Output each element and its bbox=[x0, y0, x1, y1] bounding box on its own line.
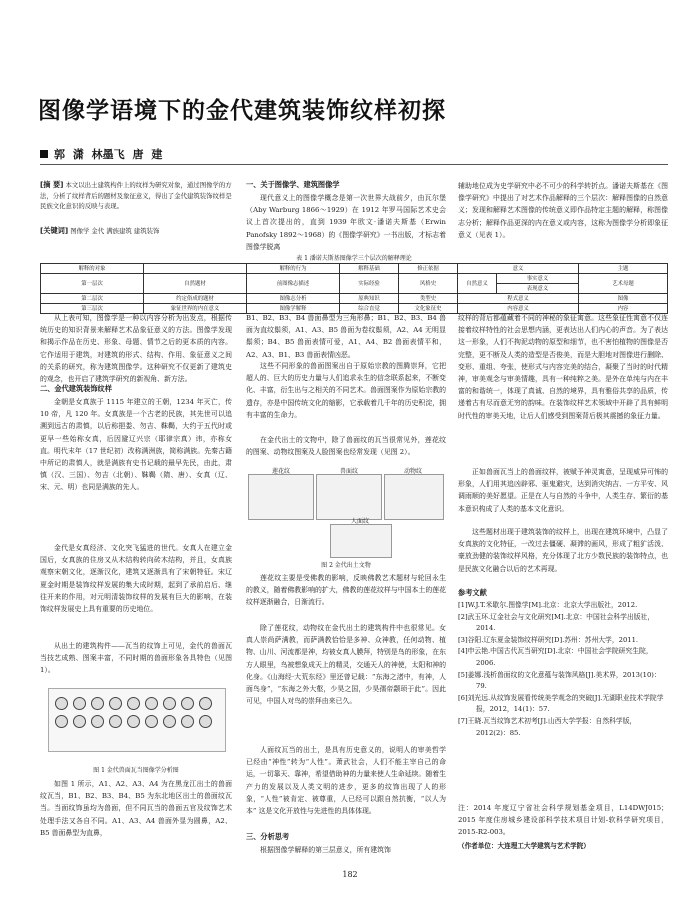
table-header-cell bbox=[144, 264, 247, 274]
section1-paragraph: 现代意义上的图像学概念是第一次世界大战前夕，由瓦尔堡（Aby Warburg 1866～1929）在 1912 年罗马国际艺术史会议上首次提出的，直到 1939 年欧文·潘诺夫斯基（Erwin Panofsky 1892～1968）的《图像学研究》一书出版，才标志着图像学脱离 bbox=[246, 194, 446, 251]
table-cell: 原典知识 bbox=[340, 294, 399, 304]
roof-tile-image bbox=[181, 697, 194, 710]
col1-paragraph-2: 金朝是女真族于 1115 年建立的王朝，1234 年灭亡，传 10 帝，凡 120 年。女真族是一个古老的民族，其先世可以追溯到远古的肃慎，以后称挹娄、勿吉、靺鞨，大约于五代时或更早一些始称女真，后因避辽兴宗（耶律宗真）讳，亦称女直。明代末年（17 世纪初）改称满洲族，简称满族。先秦古籍中所记的肃慎人，就是满族有史书记载的最早先民，由此，肃慎（汉、三国）、勿吉（北朝）、靺鞨（隋、唐）、女真（辽、宋、元、明）也同是满族的先人。 bbox=[40, 398, 232, 492]
col1-paragraph-5: 如图 1 所示，A1、A2、A3、A4 为在黑龙江出土的兽面纹瓦当，B1、B2、B3、B4、B5 为东北地区出土的兽面纹瓦当。当面纹饰虽均为兽面，但不同瓦当的兽面五官及纹饰艺术处理手法又各自不同。A1、A3、A4 兽面外显为圆鼻，A2、B5 兽面鼻型为直鼻， bbox=[40, 780, 232, 837]
keywords bbox=[40, 226, 232, 237]
col1-paragraph-3: 金代是女真经济、文化突飞猛进的世代。女真人在建立金国后，女真族的住房又从木结构转向砖木结构，并且，女真族观察宋朝文化，逐渐汉化，建筑又逐渐具有了宋朝特征。宋辽夏金时期是装饰纹样发展的集大成时期，起到了承前启后、继往开来的作用，对元明清装饰纹样的发展有巨大的影响，在装饰纹样发展史上具有重要的历史地位。 bbox=[40, 544, 232, 614]
col2-paragraph-5: 除了莲花纹，动物纹在金代出土的建筑构件中也很常见。女真人崇尚萨满教，而萨满教恰恰是多神、众神教，任何动物、植物、山川、河流都是神，均被女真人膜拜，特别是鸟的形象，在东方人眼里，鸟被想象成天上的精灵，交通天人的神使，太阳和神的化身。《山海经·大荒东经》里还曾记载：“东海之渚中，有神，人面鸟身”，“东海之外大壑，少昊之国，少昊孺帝颛顼于此”。因此可见，中国人对鸟的崇拜由来已久。 bbox=[246, 624, 446, 706]
table-cell: 图像志分析 bbox=[247, 294, 340, 304]
table-header-cell: 解释的对象 bbox=[41, 264, 144, 274]
table-cell: 表现意义 bbox=[497, 284, 579, 294]
roof-tile-image bbox=[91, 697, 104, 710]
header-rule bbox=[40, 164, 668, 165]
abstract-text: 本文以出土建筑构件上的纹样为研究对象，通过图像学的方法，分析了纹样背后的题材及象征意义，得出了金代建筑装饰纹样是民族文化意识的反映与表现。 bbox=[40, 181, 232, 211]
roof-tile-image bbox=[109, 715, 122, 728]
references-list bbox=[458, 600, 668, 739]
col2-paragraph-4: 莲花纹主要是受佛教的影响，反映佛教艺术题材与轮回永生的教义，随着佛教影响的扩大，佛教的莲花纹样与中国本土的莲花纹样逐渐融合，日渐流行。 bbox=[246, 574, 446, 607]
beast-face-image bbox=[316, 474, 382, 520]
table-cell: 自然题材 bbox=[144, 274, 247, 294]
abstract-label: [摘 要] bbox=[40, 180, 64, 189]
interpretation-table bbox=[40, 263, 668, 314]
fig2-label: 莲花纹 bbox=[271, 468, 290, 475]
col2-paragraph-7: 根据图像学解释的第三层意义，所有建筑饰 bbox=[260, 846, 391, 854]
author-names: 郭 潇 林墨飞 唐 建 bbox=[54, 148, 163, 161]
fig2-label: 人面纹 bbox=[350, 518, 369, 525]
table-caption: 表 1 潘诺夫斯基图像学三个层次的解释理论 bbox=[296, 255, 412, 262]
table-cell: 类型史 bbox=[399, 294, 458, 304]
reference-item: [1]W.J.T.米歇尔.图像学[M].北京：北京大学出版社，2012. bbox=[458, 601, 638, 609]
table-row bbox=[41, 274, 668, 284]
table-cell: 象征世界的内在意义 bbox=[144, 304, 247, 314]
table-cell: 程式意义 bbox=[458, 294, 579, 304]
fig2-label: 动物纹 bbox=[403, 468, 422, 475]
roof-tile-image bbox=[55, 715, 68, 728]
lotus-pattern-image bbox=[248, 474, 314, 520]
col3-paragraph-2: 纹样的背后都蕴藏着不同的神秘的象征寓意。这些象征性寓意不仅连接着纹样特性的社会思想内涵，更表达出人们内心的声音。为了表达这一形象，人们不拘泥动物的原型和细节，也不害怕植物的图像是否完整，更不断及人类的造型是否俊美，而是大胆地对图像进行删除、变形、重组、夸张，使形式与内容完美的结合，凝聚了当时的时代精神，审美观念与审美情趣，具有一种纯粹之美。是外在单纯与内在丰富的和谐统一，体现了真诚、自然的境界，具有雅俗共享的品质，传递着古有尽而意无穷的韵味。在装饰纹样艺术领域中开辟了具有鲜明时代性的审美天地，让后人们感受到图案背后极其震撼的象征力量。 bbox=[458, 314, 668, 420]
roof-tile-image bbox=[127, 697, 140, 710]
table-header-cell: 解释的行为 bbox=[247, 264, 340, 274]
reference-item: [3]谷阳.辽东夏金装饰纹样研究[D].苏州：苏州大学，2011. bbox=[458, 635, 639, 644]
roof-tile-image bbox=[73, 715, 86, 728]
funding-note: 注：2014 年度辽宁省社会科学规划基金项目，L14DWJ015；2015 年度住房城乡建设部科学技术项目计划-软科学研究项目，2015-R2-003。 bbox=[458, 804, 668, 837]
table-cell: 约定俗成的题材 bbox=[144, 294, 247, 304]
col2-paragraph-6: 人面纹瓦当的出土，是具有历史意义的，说明人的审美哲学已经由“神性”转为“人性”。萧武社会，人们不能主宰自己的命运，一切靠天、靠神，希望借助神的力量来使人生命延续。随着生产力的发展以及人类文明的进步，更多的纹饰出现了人的形象，“人性”被肯定、被尊重，人已经可以跟自然抗衡，“以人为本” 这是文化开放性与先进性的具体体现。 bbox=[246, 746, 446, 816]
roof-tile-image bbox=[127, 715, 140, 728]
col3-paragraph-1: 辅助地位成为史学研究中必不可少的科学转折点。潘诺夫斯基在《图像学研究》中提出了对艺术作品解释的三个层次：解释图像的自然意义；发现和解释艺术图像的传统意义即作品特定主题的解释，称图像志分析；解释作品更深的内在意义或内容，这称为图像学分析即象征意义（见表 1）。 bbox=[458, 182, 668, 239]
table-row bbox=[41, 294, 668, 304]
roof-tile-image bbox=[163, 697, 176, 710]
table-cell: 内容 bbox=[579, 304, 668, 314]
roof-tile-image bbox=[55, 697, 68, 710]
table-cell: 文化象征史 bbox=[399, 304, 458, 314]
table-header-cell: 主题 bbox=[579, 264, 668, 274]
reference-item: [5]姜娜.浅析兽面纹的文化意蕴与装饰风格[J].美术界，2013(10)：79. bbox=[458, 670, 661, 691]
table-cell: 风格史 bbox=[399, 274, 458, 294]
reference-item: [4]申云艳.中国古代瓦当研究[D].北京：中国社会学院研究生院，2006. bbox=[458, 647, 653, 667]
table-cell: 艺术母题 bbox=[579, 274, 668, 294]
roof-tile-image bbox=[199, 715, 212, 728]
human-face-image bbox=[330, 524, 392, 558]
table-header-cell: 意义 bbox=[458, 264, 579, 274]
table-header-cell: 解释基础 bbox=[340, 264, 399, 274]
section1-title: 一、关于图像学、建筑图像学 bbox=[246, 180, 340, 189]
table-cell: 事实意义 bbox=[497, 274, 579, 284]
abstract bbox=[40, 180, 232, 212]
col2-paragraph-2: 这些不同形象的兽面图案出自于原始宗教的图腾崇拜，它把超人的、巨大的历史力量与人们追求永生的信念联系起来，不断变化、丰富，衍生出与之相关的不同艺术。兽面图案作为原始宗教的遗存，亦是中国传统文化的缩影，它承载着几千年的历史积淀，拥有丰富的生命力。 bbox=[246, 362, 446, 419]
page-title: 图像学语境下的金代建筑装饰纹样初探 bbox=[38, 98, 446, 124]
table-header-cell: 修正依据 bbox=[399, 264, 458, 274]
roof-tile-image bbox=[145, 715, 158, 728]
table-cell: 第三层次 bbox=[41, 304, 144, 314]
figure-2-caption: 图 2 金代出土文物 bbox=[321, 562, 371, 569]
authors bbox=[40, 146, 162, 162]
roof-tile-image bbox=[199, 697, 212, 710]
roof-tile-image bbox=[163, 715, 176, 728]
col1-paragraph-1: 从上表可知，图像学是一种以内容分析为出发点，根据传统历史的知识背景来解释艺术品象征意义的方法。图像学发现和揭示作品在历史、形象、母题、情节之后的更本质的内容。它作适用于建筑，对建筑的形式、结构、作用、象征意义之间的关系的研究，称为建筑图像学。这种研究不仅更新了建筑史的观念，也开启了建筑学研究的新视角、新方法。 bbox=[40, 314, 232, 384]
table-cell: 第二层次 bbox=[41, 294, 144, 304]
fig2-label: 兽面纹 bbox=[339, 468, 358, 475]
keywords-text: 图像学 金代 满族建筑 建筑装饰 bbox=[70, 227, 160, 235]
author-unit: （作者单位：大连理工大学建筑与艺术学院） bbox=[458, 842, 590, 850]
reference-item: [2]武玉环.辽金社会与文化研究[M].北京：中国社会科学出版社，2014. bbox=[458, 612, 655, 633]
figure-1-caption: 图 1 金代兽面瓦当图像学分析图 bbox=[93, 767, 179, 774]
table-cell: 实际经验 bbox=[340, 274, 399, 294]
table-cell: 第一层次 bbox=[41, 274, 144, 294]
roof-tile-image bbox=[145, 697, 158, 710]
table-cell: 图像 bbox=[579, 294, 668, 304]
table-cell: 自然意义 bbox=[458, 274, 497, 294]
figure-1 bbox=[48, 688, 226, 752]
col3-paragraph-4: 这些题材出现于建筑装饰的纹样上，出现在建筑环境中，凸显了女真族的文化特征，一改过去僵硬、凝滞的画风，形成了粗犷活泼、豪放劲健的装饰纹样风格，充分体现了北方少数民族的装饰特点，也是民族文化融合以后的艺术再现。 bbox=[458, 528, 668, 573]
col3-paragraph-3: 正如兽面瓦当上的兽面纹样，被赋予神灵寓意，呈现威异可怖的形象，人们用其追凶辟邪、驱鬼避灾，达到消灾纳吉、一方平安、风调雨顺的美好愿望。正是在人与自然的斗争中，人类生存、繁衍的基本意识构成了人类的基本文化意识。 bbox=[458, 468, 668, 513]
table-cell: 内容意义 bbox=[458, 304, 579, 314]
table-cell: 前图像志描述 bbox=[247, 274, 340, 294]
reference-item: [7]王晓.瓦当纹饰艺术初考[J].山西大学学报：自然科学版，2012(2)：85. bbox=[458, 716, 637, 737]
keywords-label: [关键词] bbox=[40, 226, 69, 235]
references-title: 参考文献 bbox=[458, 588, 487, 597]
roof-tile-image bbox=[91, 715, 104, 728]
section3-title: 三、分析思考 bbox=[246, 832, 290, 841]
roof-tile-image bbox=[109, 697, 122, 710]
table-cell: 图像学解释 bbox=[247, 304, 340, 314]
reference-item: [6]刘光远.从纹饰发展看传统美学观念的突破[J].无湖职业技术学院学报，2012，14(1)：57. bbox=[458, 693, 664, 714]
roof-tile-image bbox=[73, 697, 86, 710]
square-bullet-icon bbox=[40, 150, 48, 158]
page-number: 182 bbox=[342, 870, 358, 879]
table-header-row bbox=[41, 264, 668, 274]
col2-paragraph-1: B1、B2、B3、B4 兽面鼻型为三角形鼻；B1、B2、B3、B4 兽面为直纹鬃须，A1、A3、B5 兽面为卷纹鬃须，A2、A4 无明显鬃须；B4、B5 兽面表情可爱，A1、A4、B2 兽面表情平和，A2、A3、B1、B3 兽面表情凶恶。 bbox=[246, 314, 446, 359]
col1-paragraph-4: 从出土的建筑构件——瓦当的纹饰上可见，金代的兽面瓦当技艺成熟、图案丰富，不同时期的兽面形象各具特色（见图 1）。 bbox=[40, 642, 232, 675]
table-cell: 综合直觉 bbox=[340, 304, 399, 314]
col2-paragraph-3: 在金代出土的文物中，除了兽面纹的瓦当很常见外，莲花纹的图案、动物纹图案及人脸图案也经常发现（见图 2）。 bbox=[246, 436, 446, 457]
roof-tile-image bbox=[181, 715, 194, 728]
section2-title: 二、金代建筑装饰纹样 bbox=[40, 384, 112, 393]
animal-pattern-image bbox=[384, 474, 444, 520]
